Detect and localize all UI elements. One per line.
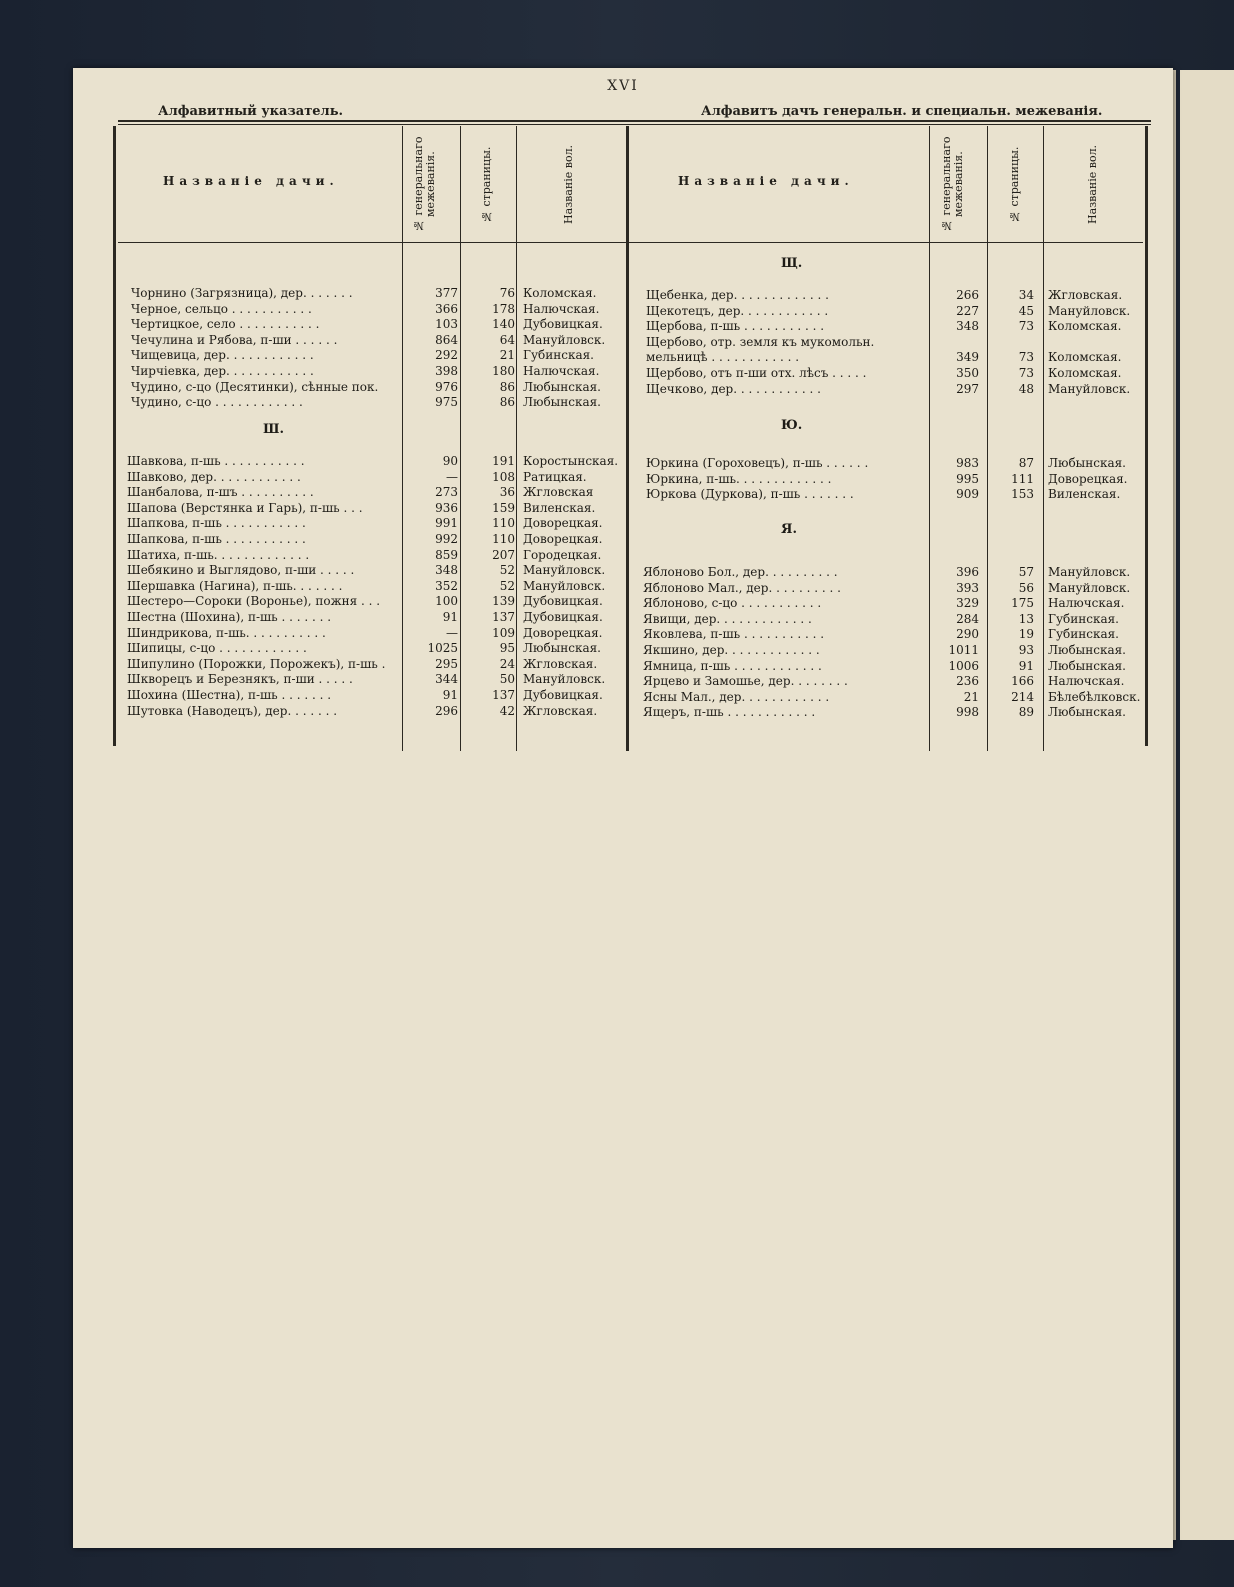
table-row (113, 705, 1143, 720)
table-row (113, 469, 1143, 487)
page-reference: 56 (1018, 580, 1034, 595)
page-reference: 175 (1011, 596, 1034, 611)
column-header-name: Названіе дачи. (678, 174, 854, 188)
page-reference: 139 (492, 594, 515, 609)
estate-name: Щебенка, дер. . . . . . . . . . . . . (646, 288, 829, 302)
page-reference: 137 (492, 610, 515, 624)
estate-name: Яковлева, п-шь . . . . . . . . . . . (643, 627, 825, 642)
estate-name: Черное, сельцо . . . . . . . . . . . (131, 301, 312, 316)
estate-name: Щекотецъ, дер. . . . . . . . . . . . (646, 303, 829, 318)
general-survey-number: 998 (956, 705, 979, 720)
volost-name: Дубовицкая. (523, 317, 603, 332)
page-reference: 159 (492, 500, 515, 515)
column-header-name: Названіе дачи. (163, 174, 339, 188)
estate-name: Щербово, отр. земля къ мукомольн. (646, 334, 875, 349)
general-survey-number: 366 (435, 301, 458, 316)
volost-name: Коломская. (1048, 319, 1122, 334)
estate-name: Ящеръ, п-шь . . . . . . . . . . . . (643, 705, 816, 720)
estate-name: Чорнино (Загрязница), дер. . . . . . . (131, 286, 353, 300)
page-reference: 48 (1018, 381, 1034, 396)
page-reference: 76 (499, 286, 515, 300)
estate-name: Юркина (Гороховецъ), п-шь . . . . . . (646, 456, 869, 470)
general-survey-number: 976 (435, 379, 458, 394)
general-survey-number: 398 (435, 364, 458, 378)
general-survey-number: 377 (435, 286, 458, 300)
estate-name: Явищи, дер. . . . . . . . . . . . . (643, 611, 812, 626)
estate-name: Шебякино и Выглядово, п-ши . . . . . (127, 563, 355, 578)
estate-name: Шестеро—Сороки (Воронье), пожня . . . (127, 594, 381, 609)
page-reference: 109 (492, 625, 515, 640)
general-survey-number: 284 (956, 611, 979, 626)
estate-name: Щечково, дер. . . . . . . . . . . . (646, 381, 821, 396)
table-row (113, 288, 1143, 303)
table-row (113, 301, 1143, 319)
general-survey-number: 992 (435, 532, 458, 546)
table-row (113, 532, 1143, 547)
volost-name: Виленская. (1048, 487, 1121, 502)
page-reference: 57 (1018, 565, 1034, 579)
page-number: XVI (607, 78, 639, 94)
general-survey-number: 864 (435, 332, 458, 347)
estate-name: Чудино, с-цо (Десятинки), сѣнные пок. (131, 379, 379, 394)
volost-name: Любынская. (523, 395, 601, 410)
general-survey-number: 100 (435, 594, 458, 609)
estate-name: Чертицкое, село . . . . . . . . . . . (131, 317, 320, 332)
general-survey-number: 329 (956, 596, 979, 611)
general-survey-number: 348 (435, 563, 458, 578)
header-left: Алфавитный указатель. (158, 104, 344, 119)
volost-name: Любынская. (1048, 643, 1126, 657)
general-survey-number: — (446, 469, 458, 484)
general-survey-number: 297 (956, 381, 979, 396)
page-reference: 91 (1018, 658, 1034, 673)
volost-name: Дубовицкая. (523, 610, 603, 624)
general-survey-number: 975 (435, 395, 458, 410)
volost-name: Мануйловск. (523, 672, 606, 687)
general-survey-number: 90 (442, 454, 458, 468)
estate-name: Шипицы, с-цо . . . . . . . . . . . . (127, 641, 307, 656)
page-reference: 207 (492, 547, 515, 562)
general-survey-number: 292 (435, 348, 458, 363)
header-rule (118, 120, 1151, 122)
volost-name: Жгловская. (523, 656, 598, 671)
volost-name: Налючская. (1048, 674, 1125, 689)
page-reference: 180 (492, 364, 515, 378)
general-survey-number: 995 (956, 471, 979, 486)
general-survey-number: 1011 (948, 643, 979, 657)
general-survey-number: 273 (435, 485, 458, 500)
estate-name: мельницѣ . . . . . . . . . . . . (646, 350, 800, 365)
estate-name: Шанбалова, п-шъ . . . . . . . . . . (127, 485, 314, 500)
general-survey-number: 236 (956, 674, 979, 689)
estate-name: Чудино, с-цо . . . . . . . . . . . . (131, 395, 303, 410)
estate-name: Шохина (Шестна), п-шь . . . . . . . (127, 688, 332, 702)
table-row (113, 516, 1143, 531)
page-reference: 24 (499, 656, 515, 671)
volost-name: Доворецкая. (523, 625, 603, 640)
estate-name: Шатиха, п-шь. . . . . . . . . . . . . (127, 547, 310, 562)
index-table (113, 126, 1153, 751)
table-row (113, 548, 1143, 563)
volost-name: Любынская. (523, 379, 601, 394)
estate-name: Ясны Мал., дер. . . . . . . . . . . . (643, 689, 830, 704)
page-reference: 110 (492, 532, 515, 546)
volost-name: Губинская. (1048, 611, 1119, 626)
page-reference: 36 (499, 485, 515, 500)
estate-name: Шиндрикова, п-шь. . . . . . . . . . . (127, 625, 326, 640)
volost-name: Любынская. (1048, 705, 1126, 720)
page-reference: 50 (499, 672, 515, 687)
estate-name: Шкворецъ и Березнякъ, п-ши . . . . . (127, 672, 353, 687)
page-reference: 178 (492, 301, 515, 316)
table-row (113, 627, 1143, 642)
page-reference: 111 (1011, 471, 1034, 486)
estate-name: Яблоново Бол., дер. . . . . . . . . . (643, 565, 838, 579)
page-reference: 21 (499, 348, 515, 363)
page-reference: 52 (499, 563, 515, 578)
general-survey-number: 983 (956, 456, 979, 470)
estate-name: Ямница, п-шь . . . . . . . . . . . . (643, 658, 822, 673)
volost-name: Мануйловск. (1048, 303, 1131, 318)
general-survey-number: 991 (435, 516, 458, 531)
table-row (113, 366, 1143, 381)
volost-name: Коломская. (523, 286, 597, 300)
estate-name: Щербово, отъ п-ши отх. лѣсъ . . . . . (646, 366, 867, 380)
estate-name: Чечулина и Рябова, п-ши . . . . . . (131, 332, 338, 347)
table-row (113, 350, 1143, 365)
estate-name: Шипулино (Порожки, Порожекъ), п-шь . (127, 656, 386, 671)
page-reference: 52 (499, 578, 515, 593)
table-row (113, 690, 1143, 705)
letter-heading: Ш. (263, 422, 285, 437)
table-row (113, 656, 1143, 674)
table-row (113, 643, 1143, 658)
table-row (113, 379, 1143, 397)
column-header-gen: № генеральнаго межеванія. (412, 136, 437, 233)
volost-name: Мануйловск. (523, 332, 606, 347)
table-row (113, 395, 1143, 410)
general-survey-number: 227 (956, 303, 979, 318)
table-border-right (1145, 126, 1148, 746)
volost-name: Дубовицкая. (523, 594, 603, 609)
volost-name: Мануйловск. (523, 563, 606, 578)
estate-name: Яблоново Мал., дер. . . . . . . . . . (643, 580, 841, 595)
estate-name: Шапкова, п-шь . . . . . . . . . . . (127, 516, 306, 531)
column-header-page: № страницы. (1008, 146, 1021, 223)
estate-name: Яблоново, с-цо . . . . . . . . . . . (643, 596, 822, 611)
letter-heading: Щ. (781, 256, 803, 271)
estate-name: Шапкова, п-шь . . . . . . . . . . . (127, 532, 306, 546)
header-rule-thin (118, 124, 1151, 125)
page-reference: 166 (1011, 674, 1034, 689)
document-page (73, 68, 1173, 1548)
page-reference: 73 (1018, 350, 1034, 365)
letter-heading: Я. (781, 522, 797, 537)
page-reference: 89 (1018, 705, 1034, 720)
general-survey-number: 1025 (427, 641, 458, 656)
volost-name: Любынская. (1048, 658, 1126, 673)
volost-name: Мануйловск. (1048, 381, 1131, 396)
page-reference: 108 (492, 469, 515, 484)
table-row (113, 319, 1143, 334)
general-survey-number: 290 (956, 627, 979, 642)
general-survey-number: 909 (956, 487, 979, 502)
page-reference: 73 (1018, 319, 1034, 334)
volost-name: Жгловская (523, 485, 594, 500)
general-survey-number: 352 (435, 578, 458, 593)
general-survey-number: 350 (956, 366, 979, 380)
page-reference: 140 (492, 317, 515, 332)
volost-name: Мануйловск. (1048, 565, 1131, 579)
volost-name: Доворецкая. (1048, 471, 1128, 486)
volost-name: Мануйловск. (1048, 580, 1131, 595)
volost-name: Жгловская. (1048, 288, 1123, 302)
estate-name: Шавкова, п-шь . . . . . . . . . . . (127, 454, 305, 468)
general-survey-number: 91 (442, 610, 458, 624)
general-survey-number: 344 (435, 672, 458, 687)
volost-name: Любынская. (1048, 456, 1126, 470)
general-survey-number: 859 (435, 547, 458, 562)
estate-name: Шутовка (Наводецъ), дер. . . . . . . (127, 703, 338, 718)
page-reference: 13 (1018, 611, 1034, 626)
general-survey-number: — (446, 625, 458, 640)
column-header-gen: № генеральнаго межеванія. (940, 136, 965, 233)
volost-name: Любынская. (523, 641, 601, 656)
volost-name: Налючская. (523, 364, 600, 378)
estate-name: Шавково, дер. . . . . . . . . . . . (127, 469, 301, 484)
volost-name: Доворецкая. (523, 516, 603, 531)
general-survey-number: 103 (435, 317, 458, 332)
general-survey-number: 936 (435, 500, 458, 515)
estate-name: Шершавка (Нагина), п-шь. . . . . . . (127, 578, 343, 593)
column-header-volost: Названіе вол. (562, 144, 575, 225)
page-reference: 214 (1011, 689, 1034, 704)
volost-name: Налючская. (1048, 596, 1125, 611)
table-row (113, 596, 1143, 611)
page-reference: 86 (499, 395, 515, 410)
page-reference: 110 (492, 516, 515, 531)
table-row (113, 332, 1143, 350)
page-reference: 42 (499, 703, 515, 718)
volost-name: Доворецкая. (523, 532, 603, 546)
volost-name: Губинская. (523, 348, 594, 363)
general-survey-number: 393 (956, 580, 979, 595)
adjacent-page-edge (1180, 70, 1234, 1540)
volost-name: Коломская. (1048, 350, 1122, 365)
page-reference: 191 (492, 454, 515, 468)
general-survey-number: 295 (435, 656, 458, 671)
general-survey-number: 91 (442, 688, 458, 702)
estate-name: Чищевица, дер. . . . . . . . . . . . (131, 348, 314, 363)
volost-name: Ратицкая. (523, 469, 587, 484)
general-survey-number: 1006 (948, 658, 979, 673)
page-reference: 87 (1018, 456, 1034, 470)
page-reference: 19 (1018, 627, 1034, 642)
estate-name: Якшино, дер. . . . . . . . . . . . . (643, 643, 820, 657)
table-row (113, 612, 1143, 627)
general-survey-number: 349 (956, 350, 979, 365)
volost-name: Мануйловск. (523, 578, 606, 593)
estate-name: Чирчіевка, дер. . . . . . . . . . . . (131, 364, 314, 378)
estate-name: Шапова (Верстянка и Гарь), п-шь . . . (127, 500, 363, 515)
header-right: Алфавитъ дачъ генеральн. и специальн. межеванія. (701, 104, 1103, 119)
volost-name: Жгловская. (523, 703, 598, 718)
header-bottom-rule (118, 242, 1143, 243)
page-reference: 137 (492, 688, 515, 702)
page-reference: 93 (1018, 643, 1034, 657)
page-reference: 45 (1018, 303, 1034, 318)
general-survey-number: 396 (956, 565, 979, 579)
general-survey-number: 348 (956, 319, 979, 334)
page-reference: 64 (499, 332, 515, 347)
volost-name: Бѣлебѣлковск. (1048, 689, 1141, 704)
volost-name: Губинская. (1048, 627, 1119, 642)
page-reference: 34 (1018, 288, 1034, 302)
page-reference: 95 (499, 641, 515, 656)
page-reference: 86 (499, 379, 515, 394)
volost-name: Налючская. (523, 301, 600, 316)
volost-name: Виленская. (523, 500, 596, 515)
table-row (113, 565, 1143, 580)
table-row (113, 501, 1143, 516)
volost-name: Коростынская. (523, 454, 619, 468)
volost-name: Коломская. (1048, 366, 1122, 380)
table-row (113, 674, 1143, 689)
letter-heading: Ю. (781, 418, 803, 433)
general-survey-number: 266 (956, 288, 979, 302)
estate-name: Щербова, п-шь . . . . . . . . . . . (646, 319, 825, 334)
estate-name: Шестна (Шохина), п-шь . . . . . . . (127, 610, 332, 624)
column-header-page: № страницы. (480, 146, 493, 223)
table-row (113, 456, 1143, 471)
estate-name: Ярцево и Замошье, дер. . . . . . . . (643, 674, 848, 689)
volost-name: Дубовицкая. (523, 688, 603, 702)
page-reference: 153 (1011, 487, 1034, 502)
general-survey-number: 21 (963, 689, 979, 704)
volost-name: Городецкая. (523, 547, 602, 562)
general-survey-number: 296 (435, 703, 458, 718)
column-header-volost: Названіе вол. (1086, 144, 1099, 225)
estate-name: Юркина, п-шь. . . . . . . . . . . . . (646, 471, 832, 486)
estate-name: Юркова (Дуркова), п-шь . . . . . . . (646, 487, 854, 502)
table-row (113, 487, 1143, 502)
table-row (113, 578, 1143, 596)
page-reference: 73 (1018, 366, 1034, 380)
